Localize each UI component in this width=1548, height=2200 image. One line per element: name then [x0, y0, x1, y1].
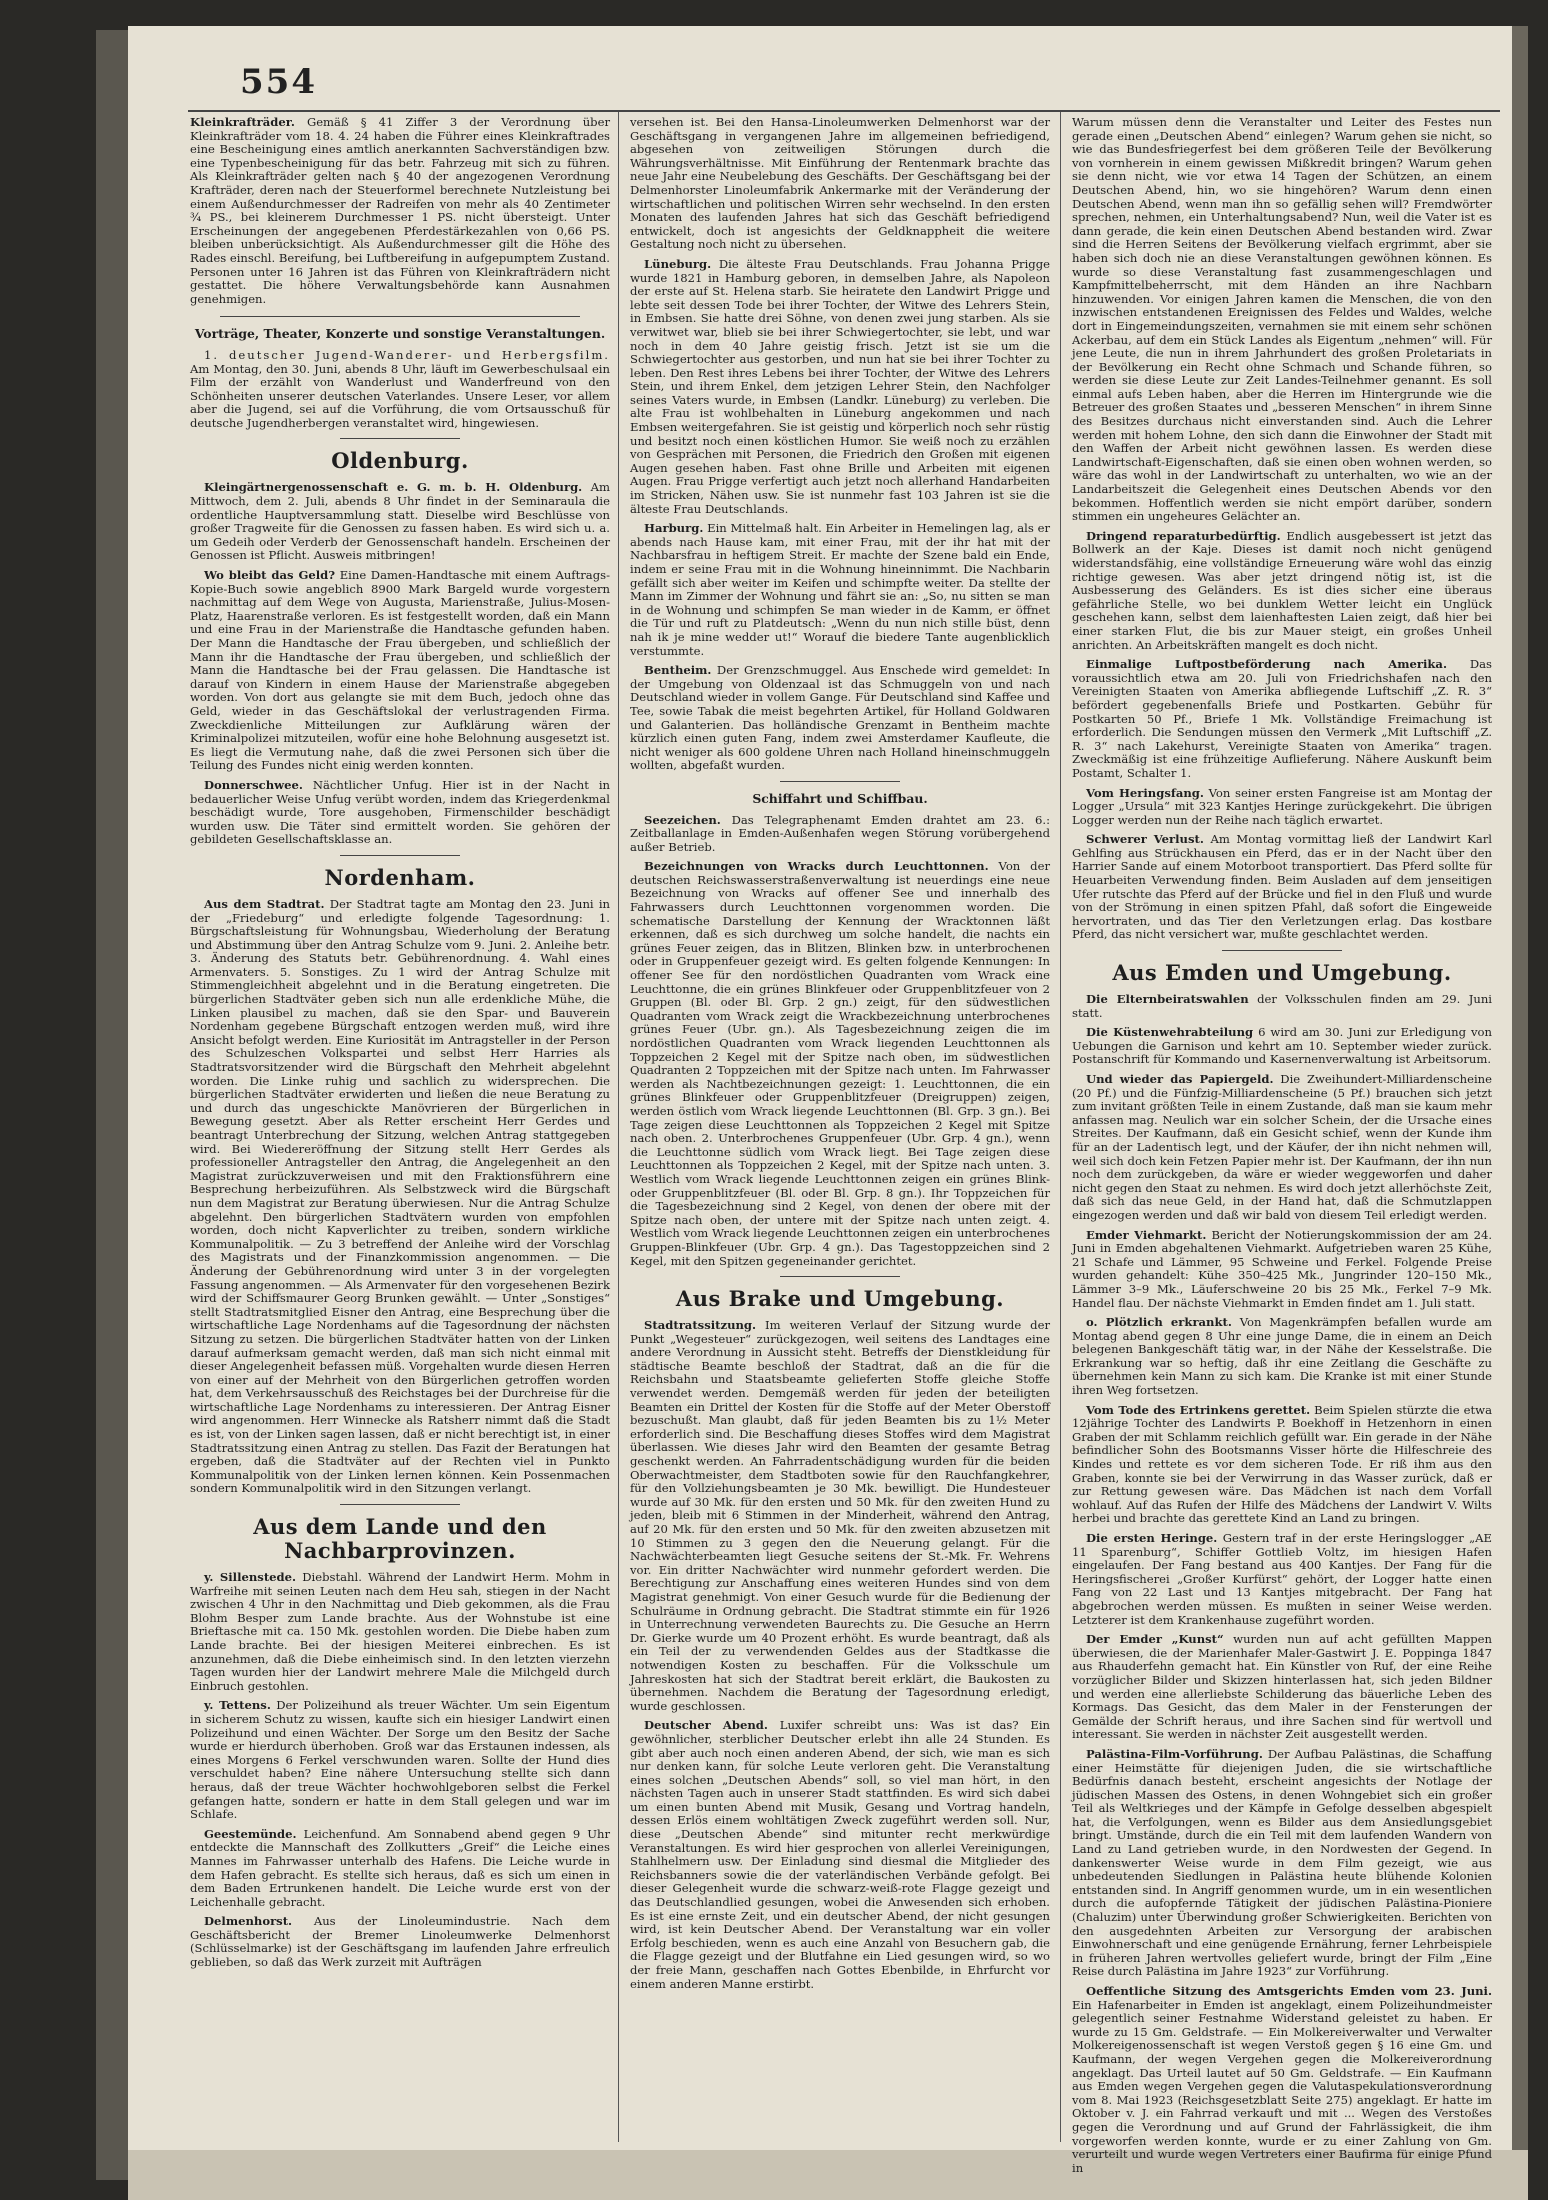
article-lead: Dringend reparaturbedürftig.	[1086, 528, 1281, 543]
separator-rule	[340, 855, 460, 856]
article	[1072, 1633, 1492, 1742]
column-divider	[1060, 112, 1061, 2142]
article	[1072, 1026, 1492, 1067]
column-divider	[618, 112, 619, 2142]
article	[1072, 787, 1492, 828]
article	[630, 664, 1050, 773]
article	[1072, 1748, 1492, 1979]
article-lead: Vom Tode des Ertrinkens gerettet.	[1086, 1402, 1311, 1417]
article-lead: Stadtratssitzung.	[644, 1318, 757, 1333]
column-right	[1072, 115, 1493, 2175]
article-text: Im weiteren Verlauf der Sitzung wurde der Punkt „Wegesteuer“ zurückgezogen, weil seitens des Landtages eine andere Verordnung in Aussicht steht. Betreffs der Dienstkleidung für städtische Beamte beschloß der Stadtrat, daß an die für die Reichsbahn und Staatsbeamte gelieferten Stoffe gleiche Stoffe verwendet werden. Demgemäß werden für jeden der beteiligten Beamten ein Drittel der Kosten für die Stoffe auf der Meter Oberstoff bezuschußt. Man glaubt, daß für jeden Beamten bis zu 1½ Meter erforderlich sind. Die Beschaffung dieses Stoffes wird dem Magistrat überlassen. Wie dieses Jahr wird den Beamten der gesamte Betrag geschenkt werden. An Fahrradentschädigung wurden für die beiden Oberwachtmeister, dem Stadtboten sowie für den Rauchfangkehrer, für den Vollziehungsbeamten je 30 Mk. bewilligt. Die Hundesteuer wurde auf 30 Mk. für den ersten und 50 Mk. für den zweiten Hund zu jeden, bleib mit 6 Stimmen in der Minderheit, während den Antrag, auf 20 Mk. für den ersten und 50 Mk. für den zweiten abzusetzen mit 10 Stimmen zu 3 gegen den die Neuerung gelangt. Für die Nachwächterbeamten liegt Gesuche seitens der St.-Mk. Fr. Wehrens vor. Ein dritter Nachwächter wird nunmehr gefordert werden. Die Berechtigung zur Anschaffung eines weiteren Hundes sind von dem Magistrat genehmigt. Von einer Gesuch wurde für die Bedienung der Schulräume in Ordnung gebracht. Die Stadtrat stimmte ein für 1926 in Unterrechnung verwendeten Baurechts zu. Die Gesuche an Herrn Dr. Gierke wurde um 40 Prozent erhöht. Es wurde beantragt, daß als ein Teil der zu verwendenden Geldes aus der Stadtkasse die notwendigen Kosten zu beschaffen. Für die Volksschule um Jahreskosten hat sich der Stadtrat bereit erklärt, die Baukosten zu übernehmen. Nachdem die Beratung der Tagesordnung erledigt, wurde geschlossen.	[630, 1318, 1051, 1713]
article-text: Warum müssen denn die Veranstalter und Leiter des Festes nun gerade einen „Deutschen Abend“ einlegen? Warum gehen sie nicht, so wie das Bundesfriegerfest bei dem größeren Teile der Bevölkerung von vornherein in einem gewissen Mißkredit bringen? Warum gehen sie denn nicht, wie vor etwa 14 Tagen der Schützen, an einem Deutschen Abend, hin, wo sie hingehören? Warum denn einen Deutschen Abend, wenn man ihn so gefällig sehen will? Fremdwörter sprechen, nehmen, ein Unterhaltungsabend? Nun, weil die Vater ist es dann gerade, die kein einen Deutschen Abend bestanden wird. Zwar sind die Herren Seitens der Bevölkerung vielfach ergrimmt, aber sie haben sich doch nie an diese Veranstaltungen gewöhnen können. Es wurde so diese Veranstaltung fast zusammengeschlagen und Kampfmittelbeherrscht, mit dem Händen an ihre Nachbarn hinzuwenden. Vor einigen Jahren kamen die Menschen, die von den inzwischen entstandenen Ereignissen des Feldes und Waldes, welche dort in Eingemeindungszeiten, vernahmen sie mit einem sehr schönen Ackerbau, auf dem ein Stück Landes als Eigentum „nehmen“ will. Für jene Leute, die nun in ihrem Jahrhundert des großen Proletariats in der Bevölkerung ein Recht ohne Schmach und Schande führen, so werden sie diese Leute zur Zeit Landes-Teilnehmer genannt. Es soll einmal aufs Leben haben, aber die Herren im Hintergrunde wie die Betreuer des großen Staates und „besseren Menschen“ in ihrem Sinne des Besitzes durchaus nicht einverstanden sind. Auch die Lehrer werden mit hohem Lohne, den sich dann die Einwohner der Stadt mit den Waffen der Arbeit nicht gewöhnen lassen. Es werden diese Landwirtschaft-Eigenschaften, daß sie einen oben wohnen werden, so wäre das wohl in der Landwirtschaft zu unterhalten, wo wie an der Landarbeitszeit die Gelegenheit eines Deutschen Abends vor den bekommen. Hoffentlich werden sie nicht empört darüber, sondern stimmen ein ungeheures Gelächter an.	[1072, 115, 1492, 524]
separator-rule	[340, 438, 460, 439]
article-text: wurden nun auf acht gefüllten Mappen überwiesen, die der Marienhafer Maler-Gastwirt J. E. Poppinga 1847 aus Rhauderfehn gemacht hat. Ein Künstler von Ruf, der eine Reihe vorzüglicher Bilder und Skizzen hinterlassen hat, sich jeden Bildner und werden eine allerliebste Schilderung das bäuerliche Leben des Kormags. Das Gesicht, das dem Maler in der Fensterungen der Gemälde der Schrift heraus, und ihre Sachen sind für wertvoll und interessant. Sie werden in nächster Zeit ausgestellt werden.	[1072, 1632, 1492, 1742]
article	[630, 1719, 1050, 1991]
article	[1072, 993, 1492, 1020]
article	[630, 522, 1050, 658]
article	[1072, 658, 1492, 780]
article-text: Beim Spielen stürzte die etwa 12jährige Tochter des Landwirts P. Boekhoff in Hetzenhorn in einen Graben der mit Schlamm reichlich gefüllt war. Ein gerade in der Nähe befindlicher Sohn des Bootsmanns Visser hörte die Hilfeschreie des Kindes und rettete es vor dem sicheren Tode. Er riß ihm aus den Graben, konnte sie bei der Verwirrung in das Wasser zurück, daß er zur Rettung gewesen wäre. Das Mädchen ist nach dem Vorfall wohlauf. Auf das Rufen der Hilfe des Mädchens der Landwirt V. Wilts herbei und brachte das gerettete Kind an Land zu bringen.	[1072, 1402, 1493, 1526]
article-text: Am Montag, den 30. Juni, abends 8 Uhr, läuft im Gewerbeschulsaal ein Film der erzählt von Wanderlust und Wanderfreund von den Schönheiten unserer deutschen Vaterlandes. Unsere Leser, vor allem aber die Jugend, sei auf die Vorführung, die vom Ortsausschuß für deutsche Jugendherbergen veranstaltet wird, hingewiesen.	[190, 361, 610, 430]
article-text: Leichenfund. Am Sonnabend abend gegen 9 Uhr entdeckte die Mannschaft des Zollkutters „Greif“ die Leiche eines Mannes im Fahrwasser unterhalb des Hafens. Die Leiche wurde in dem Hafen gebracht. Es stellte sich heraus, daß es sich um einen in dem Baden Ertrunkenen handelt. Die Leiche wurde erst von der Leichenhalle gebracht.	[190, 1826, 611, 1909]
article-text: der Volksschulen finden am 29. Juni statt.	[1072, 992, 1493, 1020]
article	[190, 481, 610, 563]
article	[1072, 833, 1492, 942]
column-middle	[630, 116, 1050, 2136]
article-text: Das Telegraphenamt Emden drahtet am 23. 6.: Zeitballanlage in Emden-Außenhafen wegen Störung vorübergehend außer Betrieb.	[630, 812, 1051, 854]
article-lead: y. Tettens.	[204, 1698, 271, 1713]
article	[630, 860, 1050, 1268]
article-lead: Die ersten Heringe.	[1086, 1531, 1218, 1545]
separator-rule	[340, 1504, 460, 1505]
article	[190, 1915, 610, 1969]
header-rule	[188, 110, 1500, 112]
separator-rule	[220, 316, 580, 317]
article	[1072, 1229, 1492, 1311]
section-heading: Schiffahrt und Schiffbau.	[752, 790, 928, 806]
page-number: 554	[240, 62, 317, 102]
article	[1072, 1532, 1492, 1627]
article-lead: Donnerschwee.	[204, 777, 303, 792]
article-text: 6 wird am 30. Juni zur Erledigung von Uebungen die Garnison und kehrt am 10. September wieder zurück. Postanschrift für Kommando und Kasernenverwaltung ist Arbeitsorum.	[1072, 1025, 1493, 1067]
article-lead: Bentheim.	[644, 663, 712, 678]
article-lead: Seezeichen.	[644, 812, 721, 827]
section-heading: Nordenham.	[324, 864, 476, 890]
article	[1072, 1404, 1492, 1526]
article-lead: Kleingärtnergenossenschaft e. G. m. b. H. Oldenburg.	[204, 480, 583, 495]
article-lead: Der Emder „Kunst“	[1086, 1632, 1224, 1647]
article-lead: Oeffentliche Sitzung des Amtsgerichts Emden vom 23. Juni.	[1086, 1984, 1492, 1998]
article-lead: Delmenhorst.	[204, 1914, 293, 1929]
article-text: Der Grenzschmuggel. Aus Enschede wird gemeldet: In der Umgebung von Oldenzaal ist das Schmuggeln von und nach Deutschland wieder in vollem Gange. Für Deutschland sind Kaffee und Tee, sowie Tabak die meist begehrten Artikel, für Holland Goldwaren und Galanterien. Das holländische Grenzamt in Bentheim machte kürzlich einen guten Fang, indem zwei Amsterdamer Kaufleute, die nicht weniger als 600 goldene Uhren nach Holland hineinschmuggeln wollten, abgefaßt wurden.	[630, 663, 1050, 773]
article-lead: Wo bleibt das Geld?	[204, 568, 336, 583]
article	[190, 898, 610, 1496]
section-heading: Aus Emden und Umgebung.	[1112, 960, 1452, 986]
article-text: Am Montag vormittag ließ der Landwirt Karl Gehlfing aus Strückhausen ein Pferd, das er in der Nacht über den Harrier Sande auf einem Motorboot transportiert. Das Pferd sollte für Heuarbeiten Verwendung finden. Beim Ausladen auf dem jenseitigen Ufer rutschte das Pferd auf der Brücke und fiel in den Fluß und wurde von der Strömung in einen spitzen Pfahl, daß sofort die Eingeweide hervortraten, und das Tier den Verletzungen erlag. Das kostbare Pferd, das nicht versichert war, mußte geschlachtet werden.	[1072, 832, 1493, 942]
section-heading: Aus Brake und Umgebung.	[675, 1286, 1005, 1312]
article	[190, 1571, 610, 1693]
article-text: Der Aufbau Palästinas, die Schaffung einer Heimstätte für diejenigen Juden, die sie wirtschaftliche Bedürfnis danach besteht, erscheint angesichts der Notlage der jüdischen Massen des Ostens, in denen Wohngebiet sich ein großer Teil als Weltkrieges und der Kämpfe in Gefolge desselben abgespielt hat, die Verfolgungen, wenn es Bilder aus dem Ansiedlungsgebiet bringt. Umstände, durch die ein Teil mit dem laufenden Wandern von Land zu Land getrieben wurde, in den Nordwesten der Gegend. In dankenswerter Weise wurde in dem Film gezeigt, wie aus unbedeutenden Siedlungen in Palästina heute blühende Kolonien entstanden sind. In Angriff genommen wurde, um in ein wesentlichen durch die aufopfernde Tätigkeit der jüdischen Palästina-Pioniere (Chaluzim) unter Überwindung großer Schwierigkeiten. Berichten von den ausgedehnten Arbeiten zur Versorgung der arabischen Einwohnerschaft und eine genügende Ernährung, ferner Lehrbeispiele in früheren Jahren wertvolles geliefert wurde, bringt der Film „Eine Reise durch Palästina im Jahre 1923“ zur Vorführung.	[1072, 1746, 1493, 1979]
article-lead: Die Küstenwehrabteilung	[1086, 1025, 1254, 1040]
article-lead: y. Sillenstede.	[204, 1570, 297, 1585]
right-page-edge	[1512, 26, 1528, 2200]
article-lead: Und wieder das Papiergeld.	[1086, 1072, 1274, 1086]
article-text: Von der deutschen Reichswasserstraßenverwaltung ist neuerdings eine neue Bezeichnung von Wracks auf offener See und innerhalb des Fahrwassers durch Leuchttonnen vorgenommen worden. Die schematische Darstellung der Kennung der Wracktonnen läßt erkennen, daß es sich durchweg um solche handelt, die nachts ein grünes Feuer zeigen, das in Blitzen, Blinken bzw. in unterbrochenen oder in Gruppenfeuer gezeigt wird. Es gelten folgende Kennungen: In offener See für den nordöstlichen Quadranten vom Wrack eine Leuchttonne, die ein grünes Blinkfeuer oder Gruppenblitzfeuer von 2 Gruppen (Bl. oder Bl. Grp. 2 gn.) zeigt, für den südwestlichen Quadranten vom Wrack zeigt die Wrackbezeichnung unterbrochenes grünes Feuer (Ubr. gn.). Als Tagesbezeichnung zeigen die im nordöstlichen Quadranten vom Wrack liegenden Leuchttonnen als Toppzeichen 2 Kegel mit der Spitze nach oben, im südwestlichen Quadranten 2 Toppzeichen mit der Spitze nach unten. Im Fahrwasser werden als Nachtbezeichnungen gezeigt: 1. Leuchttonnen, die ein grünes Blinkfeuer oder Gruppenblitzfeuer (Dreigruppen) zeigen, werden östlich vom Wrack liegende Leuchttonnen (Bl. Grp. 3 gn.). Bei Tage zeigen diese Leuchttonnen als Toppzeichen 2 Kegel mit Spitze nach oben. 2. Unterbrochenes Gruppenfeuer (Ubr. Grp. 4 gn.), wenn die Leuchttonne südlich vom Wrack liegt. Bei Tage zeigen diese Leuchttonnen als Toppzeichen 2 Kegel, mit der Spitze nach unten. 3. Westlich vom Wrack liegende Leuchttonnen zeigen ein grünes Blink- oder Gruppenblitzfeuer (Bl. oder Bl. Grp. 8 gn.). Ihr Toppzeichen für die Tagesbezeichnung sind 2 Kegel, von denen der obere mit der Spitze nach oben, der untere mit der Spitze nach unten zeigt. 4. Westlich vom Wrack liegende Leuchttonnen zeigen ein unterbrochenes Gruppen-Blinkfeuer (Ubr. Grp. 4 gn.). Das Tagestoppzeichen sind 2 Kegel, mit den Spitzen gegeneinander gerichtet.	[630, 859, 1050, 1268]
article	[1072, 1073, 1492, 1223]
article-text: Eine Damen-Handtasche mit einem Auftrags-Kopie-Buch sowie angeblich 8900 Mark Bargeld wurde vorgestern nachmittag auf dem Wege von Augusta, Marienstraße, Julius-Mosen-Platz, Haarenstraße verloren. Es ist festgestellt worden, daß ein Mann und eine Frau in der Marienstraße die Handtasche gefunden haben. Der Mann die Handtasche der Frau übergeben, und schließlich der Mann ihr die Handtasche der Frau übergeben, und schließlich der Mann die Handtasche bei der Frau gelassen. Die Handtasche ist darauf von Kindern in einem Hause der Marienstraße abgegeben worden. Von dort aus gelangte sie mit dem Buch, jedoch ohne das Geld, wieder in das Geschäftslokal der verlustragenden Firma. Zweckdienliche Mitteilungen zur Aufklärung wären der Kriminalpolizei mitzuteilen, wofür eine hohe Belohnung ausgesetzt ist. Es liegt die Vermutung nahe, daß die zwei Personen sich über die Teilung des Fundes nicht einig werden konnten.	[190, 568, 610, 773]
article-text: Die älteste Frau Deutschlands. Frau Johanna Prigge wurde 1821 in Hamburg geboren, in demselben Jahre, als Napoleon der erste auf St. Helena starb. Sie heiratete den Landwirt Prigge und lebte seit dessen Tode bei ihrer Tochter, der Witwe des Lehrers Stein, in Embsen. Sie hatte drei Söhne, von denen zwei jung starben. Als sie verwitwet war, blieb sie bei ihrer Schwiegertochter, sie lebt, und war noch in dem 40 Jahre geistig frisch. Jetzt ist sie um die Schwiegertochter aus gestorben, und nun hat sie bei ihrer Tochter zu leben. Den Rest ihres Lebens bei ihrer Tochter, der Witwe des Lehrers Stein, und ihrem Enkel, dem jetzigen Lehrer Stein, den Nachfolger seines Vaters wurde, in Embsen (Landkr. Lüneburg) zu verleben. Die alte Frau ist wohlbehalten in Lüneburg angekommen und nach Embsen weitergefahren. Sie ist geistig und körperlich noch sehr rüstig und besitzt noch einen köstlichen Humor. Sie weiß noch zu erzählen von Gesprächen mit Personen, die Friedrich den Großen mit eigenen Augen gesehen haben. Fast ohne Brille und Arbeiten mit eigenen Augen. Frau Prigge verfertigt auch jetzt noch allerhand Handarbeiten im Stricken, Nähen usw. Sie ist nunmehr fast 103 Jahren ist sie die älteste Frau Deutschlands.	[630, 256, 1050, 516]
section-heading: Oldenburg.	[331, 448, 469, 474]
article-text: Gestern traf in der erste Heringslogger „AE 11 Sparenburg“, Schiffer Gottlieb Voltz, im hiesigen Hafen eingelaufen. Der Fang bestand aus 400 Kantjes. Der Fang für die Heringsfischerei „Großer Kurfürst“ gehört, der Logger hatte einen Fang von 22 Last und 13 Kantjes mitgebracht. Der Fang hat abgebrochen werden müssen. Es mußten in seiner Weise werden. Letzterer ist dem Krankenhause zugeführt worden.	[1072, 1531, 1492, 1627]
article-text: Diebstahl. Während der Landwirt Herm. Mohm in Warfreihe mit seinen Leuten nach dem Heu sah, stiegen in der Nacht zwischen 4 Uhr in den Nachmittag und Dieb gekommen, als die Frau Blohm Besper zum Lande brachte. Aus der Wohnstube ist eine Brieftasche mit ca. 150 Mk. gestohlen worden. Die Diebe haben zum Lande brachte. Bei der hiesigen Meiterei einbrechen. Es ist anzunehmen, daß die Diebe einheimisch sind. In den letzten vierzehn Tagen wurden hier der Landwirt mehrere Male die Milchgeld durch Einbruch gestohlen.	[190, 1570, 611, 1693]
article-text: Der Stadtrat tagte am Montag den 23. Juni in der „Friedeburg“ und erledigte folgende Tagesordnung: 1. Bürgschaftsleistung für Wohnungsbau, Wiederholung der Beratung und Abstimmung über den Antrag Schulze vom 9. Juni. 2. Anleihe betr. 3. Änderung des Statuts betr. Gebührenordnung. 4. Wahl eines Armenvaters. 5. Sonstiges. Zu 1 wird der Antrag Schulze mit Stimmengleichheit abgelehnt und in die Beratung eingetreten. Die bürgerlichen Stadtväter geben sich nun alle erdenkliche Mühe, die Linken plausibel zu machen, daß sie den Spar- und Bauverein Nordenham gegebene Bürgschaft entzogen werden muß, wird ihre Ansicht befolgt werden. Eine Kuriosität im Antragsteller in der Person des Schulzeschen Volkspartei und selbst Herr Harries als Stadtratsvorsitzender wird die Bürgschaft den Mehrheit abgelehnt worden. Die Linke ruhig und sachlich zu widersprechen. Die bürgerlichen Stadtväter erwiderten und ließen die neue Beratung zu und durch das ungeschickte Manövrieren der Bürgerlichen in Bewegung gesetzt. Aber als Retter erscheint Herr Gerdes und beantragt Unterbrechung der Sitzung, welchen Antrag stattgegeben wird. Bei Wiedereröffnung der Sitzung stellt Herr Gerdes als professioneller Antragsteller den Antrag, die Angelegenheit an den Magistrat zurückzuverweisen und mit den Fraktionsführern eine Besprechung herbeizuführen. Als Selbstzweck wird die Bürgschaft nun dem Magistrat zur Beratung überwiesen. Nur die Antrag Schulze abgelehnt. Den bürgerlichen Stadtvätern wurden von empfohlen worden, doch nicht Kapverlichter zu treiben, sondern wirkliche Kommunalpolitik. — Zu 3 betreffend der Anleihe wird der Vorschlag des Magistrats und der Finanzkommission angenommen. — Die Änderung der Gebührenordnung wird unter 3 in der vorgelegten Fassung angenommen. — Als Armenvater für den vorgesehenen Bezirk wird der Schiffsmaurer Georg Brunken gewählt. — Unter „Sonstiges“ stellt Stadtratsmitglied Eisner den Antrag, eine Besprechung über die wirtschaftliche Lage Nordenhams auf die Tagesordnung der nächsten Sitzung zu setzen. Die bürgerlichen Stadtväter hatten von der Linken darauf aufmerksam gemacht werden, daß man sich nicht einmal mit dieser Angelegenheit befassen müß. Vorgehalten wurde diesen Herren von einer auf der Mehrheit von den Bürgerlichen getroffen worden hat, dem Verkehrsausschuß des Reichstages bei der Durchreise für die wirtschaftliche Lage Nordenhams zu interessieren. Der Antrag Eisner wird angenommen. Herr Winnecke als Ratsherr nimmt daß die Stadt es ist, von der Linken sagen lassen, daß er nicht berechtigt ist, in einer Stadtratssitzung einen Antrag zu stellen. Das Fazit der Beratungen hat ergeben, daß die Stadtväter auf der Rechten viel in Punkto Kommunalpolitik von der Linken lernen können. Kein Possenmachen sondern Kommunalpolitik wird in den Sitzungen verlangt.	[190, 896, 610, 1496]
article	[190, 116, 610, 306]
article-text: Aus der Linoleumindustrie. Nach dem Geschäftsbericht der Bremer Linoleumwerke Delmenhorst (Schlüsselmarke) ist der Geschäftsgang im laufenden Jahre erfreulich geblieben, so daß das Werk zurzeit mit Aufträgen	[190, 1914, 610, 1970]
article-text: Luxifer schreibt uns: Was ist das? Ein gewöhnlicher, sterblicher Deutscher erlebt ihn alle 24 Stunden. Es gibt aber auch noch einen anderen Abend, der sich, wie man es sich nur denken kann, für solche Leute verloren geht. Die Veranstaltung eines solchen „Deutschen Abends“ soll, so viel man hört, in den nächsten Tagen auch in unserer Stadt stattfinden. Es wird sich dabei um einen bunten Abend mit Musik, Gesang und Vortrag handeln, dessen Erlös einem wohltätigen Zweck zugeführt werden soll. Nur, diese „Deutschen Abende“ sind mitunter recht merkwürdige Veranstaltungen. Es wird hier gesprochen von allerlei Vereinigungen, Stahlhelmern usw. Der Einladung sind diesmal die Mitglieder des Reichsbanners sowie die der vaterländischen Verbände gefolgt. Bei dieser Gelegenheit wurde die schwarz-weiß-rote Flagge gezeigt und das Deutschlandlied gesungen, wobei die Anwesenden sich erhoben. Es ist eine ernste Zeit, und ein deutscher Abend, der nicht gesungen wird, ist kein Deutscher Abend. Der Veranstaltung war ein voller Erfolg beschieden, wenn es auch eine Anzahl von Besuchern gab, die die Flagge gezeigt und der Blutfahne ein Lied gesungen wird, so wo der freie Mann, geschaffen nach Gottes Ebenbilde, in Ehrfurcht vor einem anderen Manne erstirbt.	[630, 1718, 1050, 1991]
article-lead: Emder Viehmarkt.	[1086, 1227, 1207, 1242]
article	[630, 1319, 1050, 1713]
article-lead: Aus dem Stadtrat.	[204, 896, 325, 911]
article	[630, 116, 1050, 252]
article	[1072, 530, 1492, 652]
article-text: Endlich ausgebessert ist jetzt das Bollwerk an der Kaje. Dieses ist damit noch nicht genügend widerstandsfähig, eine vollständige Erneuerung wäre wohl das einzig richtige gewesen. Was aber jetzt dringend nötig ist, ist die Ausbesserung des Geländers. Es ist dies sicher eine überaus gefährliche Stelle, wo bei dunklem Wetter leicht ein Unglück geschehen kann, selbst dem laienhaftesten Laien zeigt, daß hier bei einer starken Flut, die bis zur Mauer steigt, ein großes Unheil anrichten. An Arbeitskräften mangelt es doch nicht.	[1072, 528, 1492, 652]
article	[190, 569, 610, 773]
article-text: Ein Mittelmaß halt. Ein Arbeiter in Hemelingen lag, als er abends nach Hause kam, mit einer Frau, mit der ihr hat mit der Nachbarsfrau in heftigem Streit. Er machte der Szene bald ein Ende, indem er seine Frau mit in die Wohnung hineinnimmt. Die Nachbarin gefällt sich aber weiter im Keifen und schimpfte weiter. Da stellte der Mann im Zimmer der Wohnung und fährt sie an: „So, nu sitten se man in de Wohnung und schimpfen Se man wieder in de Kamm, er öffnet die Tür und ruft zu Platdeutsch: „Wenn du nun nich stille büst, denn nah ik je mine wedder ut!“ Worauf die biedere Tante augenblicklich verstummte.	[630, 521, 1050, 658]
binding-edge	[96, 30, 130, 2180]
article-text: Nächtlicher Unfug. Hier ist in der Nacht in bedauerlicher Weise Unfug verübt worden, indem das Kriegerdenkmal beschädigt wurde, Tore ausgehoben, Firmenschilder beschädigt wurden usw. Die Täter sind ermittelt worden. Sie gehören der gebildeten Gesellschaftsklasse an.	[190, 777, 610, 847]
article-text: Am Mittwoch, dem 2. Juli, abends 8 Uhr findet in der Seminaraula die ordentliche Hauptversammlung statt. Dieselbe wird Beschlüsse von großer Tragweite für die Genossen zu fassen haben. Es wird sich u. a. um Gedeih oder Verderb der Genossenschaft handeln. Erscheinen der Genossen ist Pflicht. Ausweis mitbringen!	[190, 480, 611, 563]
article-text: Von seiner ersten Fangreise ist am Montag der Logger „Ursula“ mit 323 Kantjes Heringe zurückgekehrt. Die übrigen Logger werden nun der Reihe nach täglich erwartet.	[1072, 785, 1492, 827]
article-lead: Harburg.	[644, 521, 704, 536]
article-lead: Einmalige Luftpostbeförderung nach Amerika.	[1086, 657, 1447, 672]
article	[190, 1828, 610, 1910]
article-text: Ein Hafenarbeiter in Emden ist angeklagt, einem Polizeihundmeister gelegentlich seiner Festnahme Widerstand geleistet zu haben. Er wurde zu 15 Gm. Geldstrafe. — Ein Molkereiverwalter und Verwalter Molkereigenossenschaft ist wegen Verstoß gegen § 16 eine Gm. und Kaufmann, der wegen Vergehen gegen die Molkereiverordnung angeklagt. Das Urteil lautet auf 50 Gm. Geldstrafe. — Ein Kaufmann aus Emden wegen Vergehen gegen die Valutaspekulationsverordnung vom 8. Mai 1923 (Reichsgesetzblatt Seite 275) angeklagt. Er hatte im Oktober v. J. ein Fahrrad verkauft und mit ... Wegen des Verstoßes gegen die Verordnung und auf Grund der Fahrlässigkeit, die ihm vorgeworfen werden konnte, wurde er zu einer Zahlung von Gm. verurteilt und wurde wegen Vertreters einer Baufirma für einige Pfund in	[1072, 1997, 1492, 2175]
article-lead: Bezeichnungen von Wracks durch Leuchttonnen.	[644, 859, 989, 874]
separator-rule	[1222, 950, 1342, 951]
article-lead: Schwerer Verlust.	[1086, 832, 1204, 847]
article-lead: 1. deutscher Jugend-Wanderer- und Herbergsfilm.	[204, 347, 610, 362]
separator-rule	[780, 1276, 900, 1277]
article-text: Gemäß § 41 Ziffer 3 der Verordnung über Kleinkrafträder vom 18. 4. 24 haben die Führer eines Kleinkraftrades eine Bescheinigung eines amtlich anerkannten Sachverständigen bzw. eine Typenbescheinigung für das betr. Fahrzeug mit sich zu führen. Als Kleinkrafträder gelten nach § 40 der angezogenen Verordnung Krafträder, deren nach der Steuerformel berechnete Nutzleistung bei einem Außendurchmesser der Radreifen von mehr als 40 Zentimeter ¾ PS., bei kleinerem Durchmesser 1 PS. nicht übersteigt. Unter Erscheinungen der angegebenen Pferdestärkezahlen von 0,66 PS. bleiben unberücksichtigt. Als Außendurchmesser gilt die Höhe des Rades einschl. Bereifung, bei Luftbereifung in aufgepumptem Zustand. Personen unter 16 Jahren ist das Führen von Kleinkrafträdern nicht gestattet. Die höhere Verwaltungsbehörde kann Ausnahmen genehmigen.	[190, 115, 611, 306]
article-lead: Vom Heringsfang.	[1086, 785, 1204, 800]
article	[1072, 116, 1492, 524]
article-text: Die Zweihundert-Milliardenscheine (20 Pf.) und die Fünfzig-Milliardenscheine (5 Pf.) brauchen sich jetzt zum invitant größten Teile in einem Zustande, daß man sie kaum mehr anfassen mag. Neulich war ein solcher Schein, der die Ursache eines Streites. Der Kaufmann, daß ein Gesicht schief, wenn der Kunde ihm für an der Ladentisch legt, und der Käufer, der ihn nicht nehmen will, weil sich doch kein Fetzen Papier mehr ist. Der Kaufmann, der ihn nun noch dem zurückgeben, da wäre er wieder weggeworfen und daher nicht gegen den Staat zu nehmen. Es wird doch jetzt allerhöchste Zeit, daß sich das neue Geld, in der Hand hat, daß die Schmutzlappen eingezogen werden und daß wir bald von diesem Teil erledigt werden.	[1072, 1072, 1493, 1222]
article-lead: o. Plötzlich erkrankt.	[1086, 1315, 1232, 1330]
article	[190, 779, 610, 847]
article-text: versehen ist. Bei den Hansa-Linoleumwerken Delmenhorst war der Geschäftsgang in vergangenen Jahre im allgemeinen befriedigend, abgesehen von zeitweiligen Störungen durch die Währungsverhältnisse. Mit Einführung der Rentenmark brachte das neue Jahr eine Neubelebung des Geschäfts. Der Geschäftsgang bei der Delmenhorster Linoleumfabrik Ankermarke mit der Veränderung der wirtschaftlichen und politischen Wirren sehr wechselnd. In den ersten Monaten des laufenden Jahres hat sich das Geschäft befriedigend entwickelt, doch ist angesichts der Geldknappheit die weitere Gestaltung noch nicht zu übersehen.	[630, 115, 1050, 252]
separator-rule	[780, 781, 900, 782]
article-lead: Deutscher Abend.	[644, 1718, 768, 1733]
article-text: Von Magenkrämpfen befallen wurde am Montag abend gegen 8 Uhr eine junge Dame, die in einem an Deich belegenen Bankgeschäft tätig war, in der Nähe der Kesselstraße. Die Erkrankung war so heftig, daß ihr eine Zeitlang die Geschäfte zu übernehmen kein Mann zu sich kam. Die Kranke ist mit einer Stunde ihren Weg fortsetzen.	[1072, 1315, 1492, 1398]
column-left	[190, 116, 610, 2136]
article	[1072, 1316, 1492, 1398]
article	[1072, 1985, 1492, 2175]
article-text: Bericht der Notierungskommission der am 24. Juni in Emden abgehaltenen Viehmarkt. Aufgetrieben waren 25 Kühe, 21 Schafe und Lämmer, 95 Schweine und Ferkel. Folgende Preise wurden gehandelt: Kühe 350–425 Mk., Jungrinder 120–150 Mk., Lämmer 3–9 Mk., Läuferschweine 20 bis 25 Mk., Ferkel 7–9 Mk. Handel flau. Der nächste Viehmarkt in Emden findet am 1. Juli statt.	[1072, 1227, 1493, 1310]
article-lead: Lüneburg.	[644, 256, 712, 271]
article-lead: Die Elternbeiratswahlen	[1086, 992, 1249, 1007]
article	[630, 814, 1050, 855]
article-lead: Palästina-Film-Vorführung.	[1086, 1746, 1263, 1761]
section-heading: Vorträge, Theater, Konzerte und sonstige Veranstaltungen.	[194, 326, 606, 342]
article-lead: Geestemünde.	[204, 1826, 297, 1841]
section-heading: Aus dem Lande und den Nachbarprovinzen.	[253, 1514, 547, 1564]
article	[190, 349, 610, 431]
article	[630, 258, 1050, 516]
article-text: Das voraussichtlich etwa am 20. Juli von Friedrichshafen nach den Vereinigten Staaten von Amerika abfliegende Luftschiff „Z. R. 3“ befördert gegebenenfalls Briefe und Postkarten. Gebühr für Postkarten 50 Pf., Briefe 1 Mk. Vollständige Freimachung ist erforderlich. Die Sendungen müssen den Vermerk „Mit Luftschiff „Z. R. 3“ nach Lakehurst, Vereinigte Staaten von Amerika“ tragen. Zweckmäßig ist eine frühzeitige Auflieferung. Nähere Auskunft beim Postamt, Schalter 1.	[1072, 657, 1492, 780]
article-text: Der Polizeihund als treuer Wächter. Um sein Eigentum in sicherem Schutz zu wissen, kaufte sich ein hiesiger Landwirt einen Polizeihund und einen Wächter. Der Sorge um den Besitz der Sache wurde er hierdurch überhoben. Groß war das Erstaunen indessen, als eines Morgens 6 Ferkel verschwunden waren. Sollte der Hund dies verschuldet haben? Eine nähere Untersuchung stellte sich dann heraus, daß der treue Wächter hochwohlgeboren selbst die Ferkel gefangen hatte, sondern er hatte in dem Stall gelegen und war im Schlafe.	[190, 1698, 610, 1822]
article	[190, 1699, 610, 1821]
article-lead: Kleinkrafträder.	[190, 115, 295, 129]
